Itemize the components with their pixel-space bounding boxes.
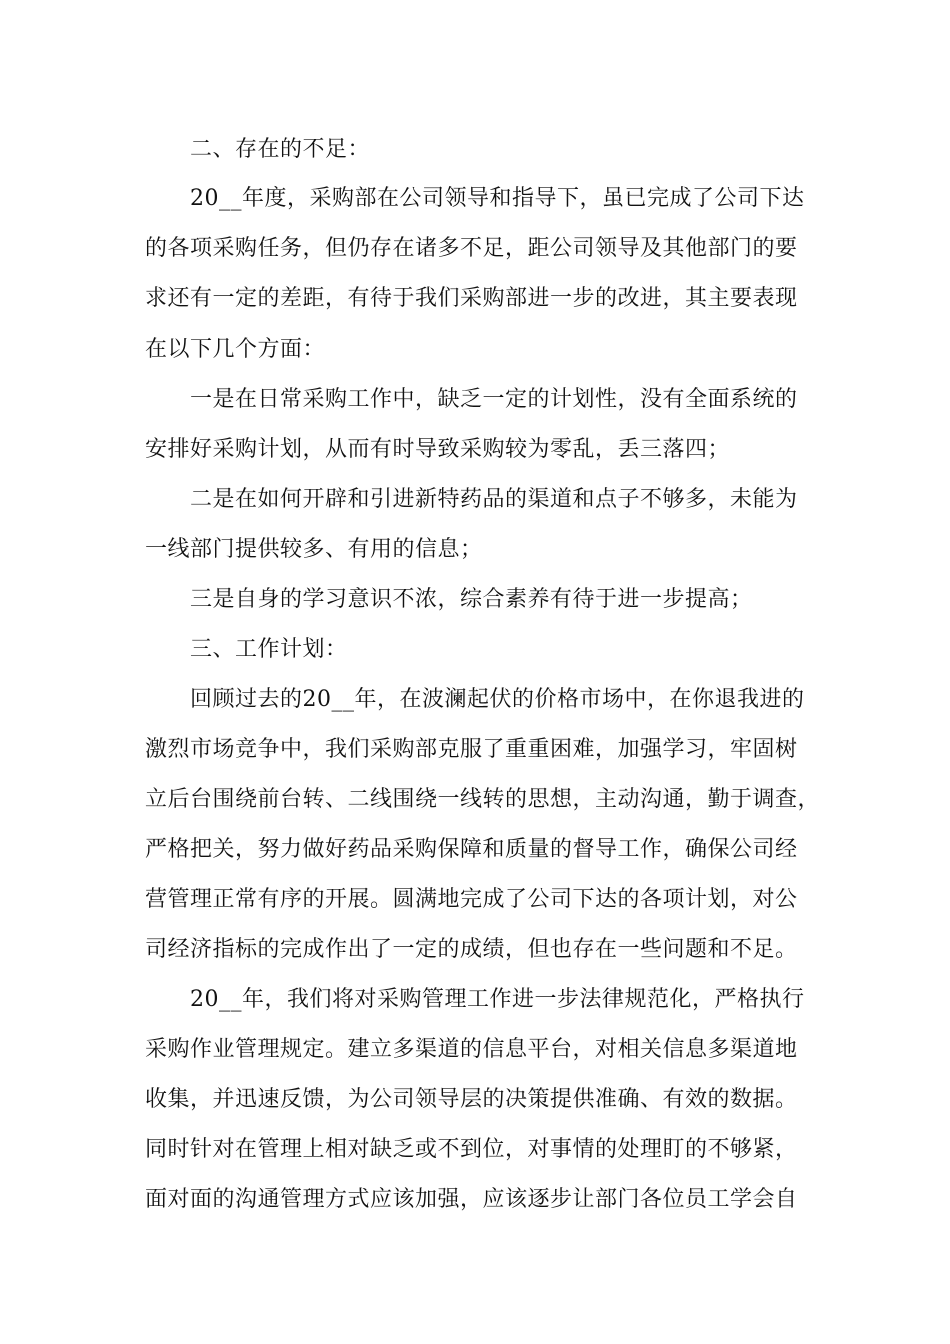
- paragraph-line: 司经济指标的完成作出了一定的成绩，但也存在一些问题和不足。: [145, 937, 798, 962]
- paragraph-line: 同时针对在管理上相对缺乏或不到位，对事情的处理盯的不够紧，: [145, 1137, 798, 1162]
- paragraph-line: 在以下几个方面：: [145, 337, 326, 362]
- paragraph-line: 20__年度，采购部在公司领导和指导下，虽已完成了公司下达: [190, 186, 805, 211]
- paragraph-line: 三是自身的学习意识不浓，综合素养有待于进一步提高；: [190, 587, 753, 612]
- paragraph-line: 一线部门提供较多、有用的信息；: [145, 537, 483, 562]
- paragraph-line: 立后台围绕前台转、二线围绕一线转的思想，主动沟通，勤于调查，: [145, 787, 821, 812]
- paragraph-line: 严格把关，努力做好药品采购保障和质量的督导工作，确保公司经: [145, 837, 798, 862]
- paragraph-line: 求还有一定的差距，有待于我们采购部进一步的改进，其主要表现: [145, 286, 798, 311]
- paragraph-line: 激烈市场竞争中，我们采购部克服了重重困难，加强学习，牢固树: [145, 737, 798, 762]
- paragraph-line: 采购作业管理规定。建立多渠道的信息平台，对相关信息多渠道地: [145, 1037, 798, 1062]
- paragraph-line: 回顾过去的20__年，在波澜起伏的价格市场中，在你退我进的: [190, 687, 805, 712]
- paragraph-line: 安排好采购计划，从而有时导致采购较为零乱，丢三落四；: [145, 437, 731, 462]
- paragraph-line: 面对面的沟通管理方式应该加强，应该逐步让部门各位员工学会自: [145, 1187, 798, 1212]
- heading-shortcomings: 二、存在的不足：: [190, 137, 371, 162]
- paragraph-line: 二是在如何开辟和引进新特药品的渠道和点子不够多，未能为: [190, 487, 798, 512]
- paragraph-line: 一是在日常采购工作中，缺乏一定的计划性，没有全面系统的: [190, 387, 798, 412]
- paragraph-line: 营管理正常有序的开展。圆满地完成了公司下达的各项计划，对公: [145, 887, 798, 912]
- paragraph-line: 收集，并迅速反馈，为公司领导层的决策提供准确、有效的数据。: [145, 1087, 798, 1112]
- paragraph-line: 20__年，我们将对采购管理工作进一步法律规范化，严格执行: [190, 987, 805, 1012]
- paragraph-line: 的各项采购任务，但仍存在诸多不足，距公司领导及其他部门的要: [145, 236, 798, 261]
- heading-work-plan: 三、工作计划：: [190, 637, 348, 662]
